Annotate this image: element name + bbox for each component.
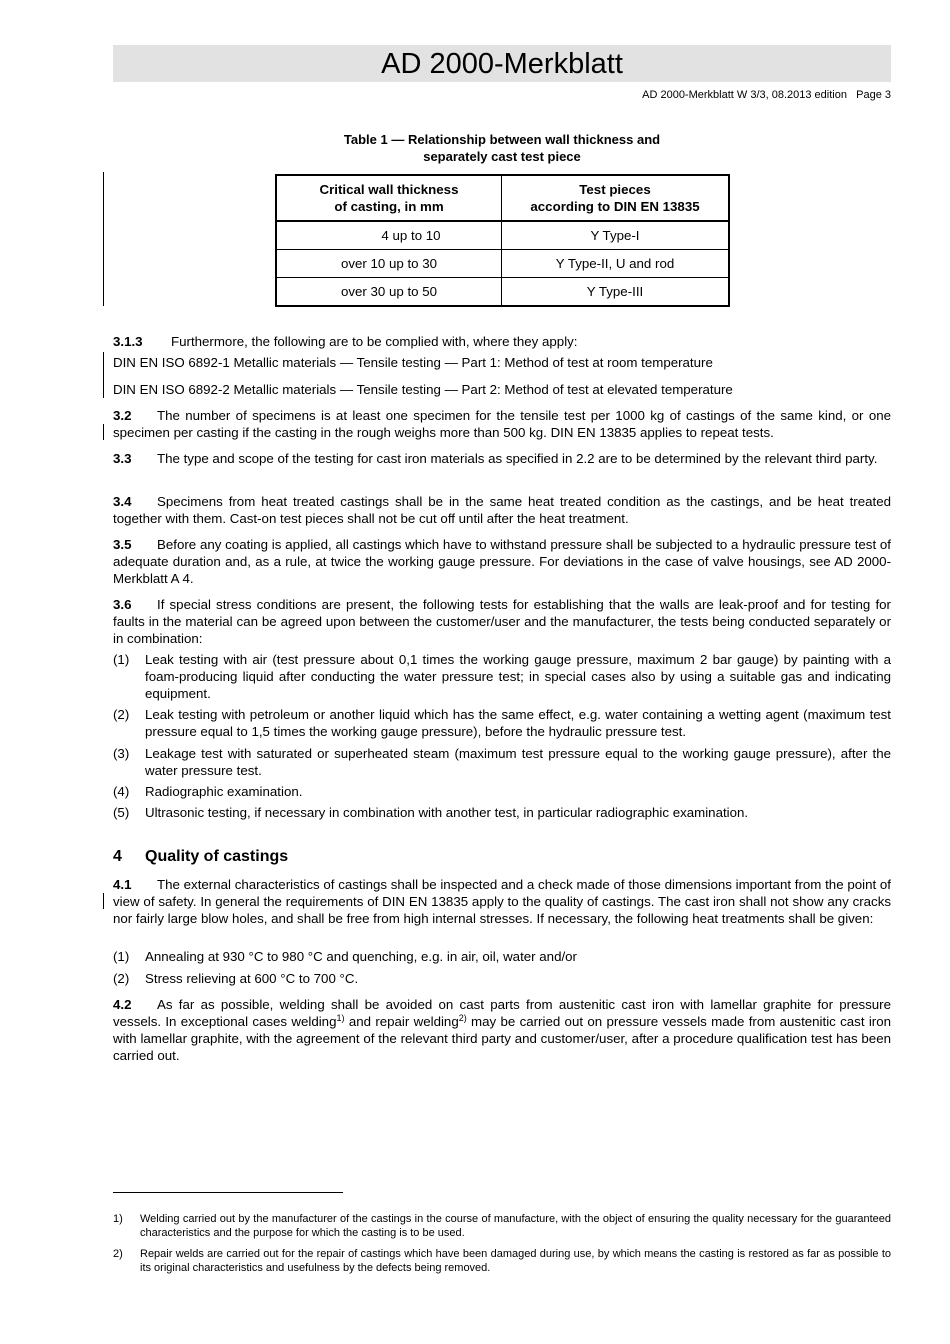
table-cell: Y Type-III [502, 278, 730, 307]
table-caption: Table 1 — Relationship between wall thickness and separately cast test piece [343, 132, 661, 164]
table-cell: 4 up to 10 [276, 221, 502, 250]
list-item: (1) Annealing at 930 °C to 980 °C and quenching, e.g. in air, oil, water and/or [113, 949, 577, 964]
list-item: (2) Leak testing with petroleum or another liquid which has the same effect, e.g. water containing a wetting agent (maximum test pressure equal to 1,5 times the working gauge pressure), before the hydraulic pressure test. [113, 707, 891, 739]
list-item: (5) Ultrasonic testing, if necessary in combination with another test, in particular radiographic examination. [113, 805, 749, 820]
table-header-cell: Critical wall thickness of casting, in mm [276, 175, 502, 221]
document-header [113, 45, 891, 82]
table-cell: over 30 up to 50 [276, 278, 502, 307]
table-cell: over 10 up to 30 [276, 250, 502, 278]
table-row [276, 221, 729, 250]
list-item: (3) Leakage test with saturated or superheated steam (maximum test pressure equal to the working gauge pressure), after the water pressure test. [113, 746, 891, 778]
list-item: (4) Radiographic examination. [113, 784, 303, 799]
standard-reference: DIN EN ISO 6892-2 Metallic materials — Tensile testing — Part 2: Method of test at elevated temperature [113, 382, 733, 397]
table-row [276, 278, 729, 307]
header-title: AD 2000-Merkblatt [381, 48, 623, 80]
clause-3-1-3: 3.1.3 Furthermore, the following are to be complied with, where they apply: [113, 334, 578, 349]
footnote: 2) Repair welds are carried out for the repair of castings which have been damaged during use, by which means the casting is restored as far as possible to its original characteristics and usefulness by the defects being removed. [113, 1248, 891, 1274]
clause-4-1: 4.1 The external characteristics of castings shall be inspected and a check made of those dimensions important from the point of view of safety. In general the requirements of DIN EN 13835 apply to the quality of castings. The cast iron shall not show any cracks nor fairly large blow holes, and shall be free from high internal stresses. If necessary, the following heat treatments shall be given: [113, 877, 891, 926]
change-bar [103, 893, 104, 909]
table-header-cell: Test pieces according to DIN EN 13835 [502, 175, 730, 221]
table-header-row [276, 175, 729, 221]
footnote-ref: 1) [336, 1013, 345, 1023]
section-heading: 4 Quality of castings [113, 848, 289, 865]
standard-reference: DIN EN ISO 6892-1 Metallic materials — Tensile testing — Part 1: Method of test at room temperature [113, 355, 713, 370]
change-bar [103, 424, 104, 440]
clause-3-2: 3.2 The number of specimens is at least one specimen for the tensile test per 1000 kg of castings of the same kind, or one specimen per casting if the casting in the rough weighs more than 500 kg. DIN EN 13835 applies to repeat tests. [113, 408, 891, 440]
table-cell: Y Type-II, U and rod [502, 250, 730, 278]
clause-3-5: 3.5 Before any coating is applied, all castings which have to withstand pressure shall be subjected to a hydraulic pressure test of adequate duration and, as a rule, at twice the working gauge pressure. For deviations in the case of valve housings, see AD 2000-Merkblatt A 4. [113, 537, 891, 586]
footnote-ref: 2) [458, 1013, 467, 1023]
change-bar [103, 352, 104, 398]
table-cell: Y Type-I [502, 221, 730, 250]
table-row [276, 250, 729, 278]
clause-3-3: 3.3 The type and scope of the testing for cast iron materials as specified in 2.2 are to be determined by the relevant third party. [113, 451, 878, 466]
list-item: (2) Stress relieving at 600 °C to 700 °C. [113, 971, 359, 986]
list-item: (1) Leak testing with air (test pressure about 0,1 times the working gauge pressure, maximum 2 bar gauge) by painting with a foam-producing liquid after conducting the water pressure test; in special cases also by using a suitable gas and indicating equipment. [113, 652, 891, 701]
clause-3-4: 3.4 Specimens from heat treated castings shall be in the same heat treated condition as the castings, and be heat treated together with them. Cast-on test pieces shall not be cut off until after the heat treatment. [113, 494, 891, 526]
change-bar [103, 172, 104, 306]
clause-3-6: 3.6 If special stress conditions are present, the following tests for establishing that the walls are leak-proof and for testing for faults in the material can be agreed upon between the customer/user and the manufacturer, the tests being conducted separately or in combination: [113, 597, 891, 646]
header-subtitle: AD 2000-Merkblatt W 3/3, 08.2013 edition Page 3 [642, 89, 891, 101]
footnote: 1) Welding carried out by the manufacturer of the castings in the course of manufacture, with the object of ensuring the quality necessary for the guaranteed characteristics and the purpose for which the casting is to be used. [113, 1213, 891, 1239]
footnote-separator [113, 1192, 343, 1193]
clause-4-2: 4.2 As far as possible, welding shall be avoided on cast parts from austenitic cast iron with lamellar graphite for pressure vessels. In exceptional cases welding$^{1)}$ and repair welding$^{2)}$ may be carried out on pressure vessels made from austenitic cast iron with lamellar graphite, with the agreement of the relevant third party and customer/user, after a procedure qualification test has been carried out. [113, 997, 891, 1063]
wall-thickness-table [275, 174, 730, 307]
